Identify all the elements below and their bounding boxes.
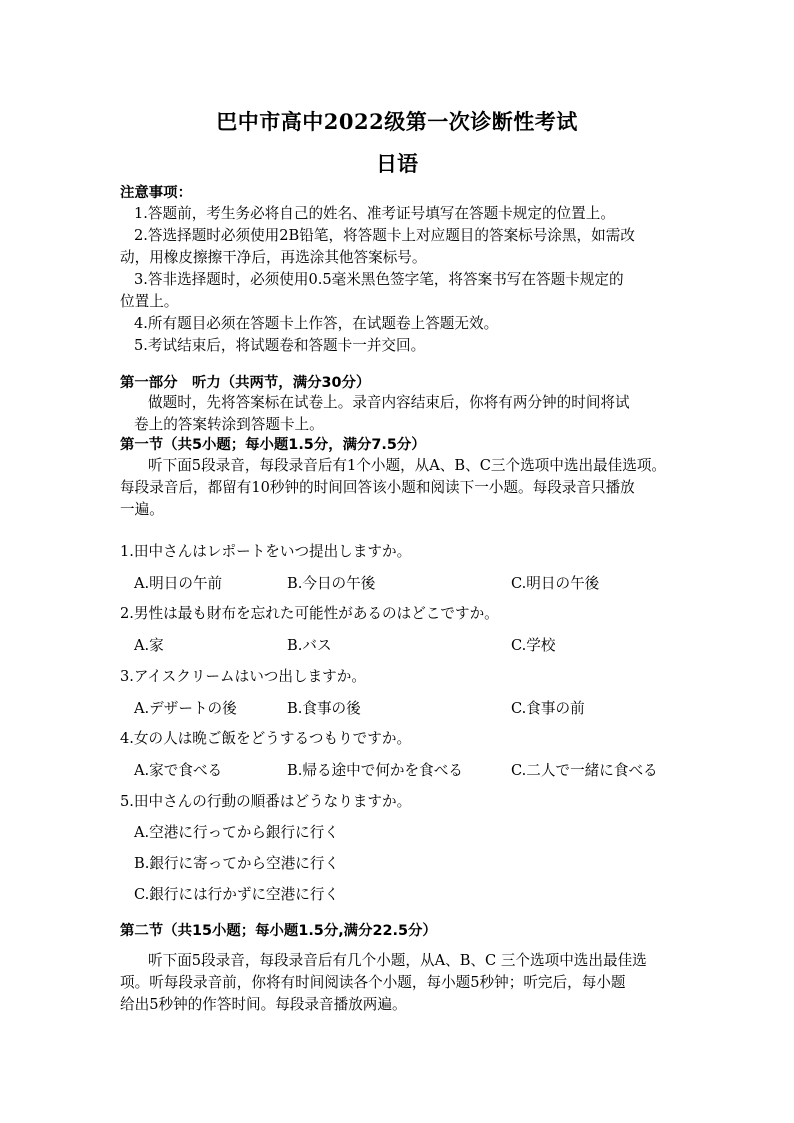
- notice-item-1: 1.答题前，考生务必将自己的姓名、准考证号填写在答题卡规定的位置上。: [134, 205, 615, 222]
- question-5-stem: 5.田中さんの行動の順番はどうなりますか。: [120, 793, 412, 810]
- question-3-option-b: B.食事の後: [287, 700, 361, 717]
- section2-instruction-line-3: 给出5秒钟的作答时间。每段录音播放两遍。: [120, 996, 407, 1013]
- section2-heading: 第二节（共15小题；每小题1.5分,满分22.5分）: [120, 923, 437, 939]
- notice-heading: 注意事项：: [120, 185, 192, 201]
- notice-item-2: 2.答选择题时必须使用2B铅笔，将答题卡上对应题目的答案标号涂黑，如需改: [134, 227, 635, 244]
- question-3-option-c: C.食事の前: [511, 700, 585, 717]
- section1-instruction-line-2: 每段录音后，都留有10秒钟的时间回答该小题和阅读下一小题。每段录音只播放: [120, 479, 635, 496]
- question-4-stem: 4.女の人は晩ご飯をどうするつもりですか。: [120, 730, 412, 747]
- section1-heading: 第一节（共5小题；每小题1.5分，满分7.5分）: [120, 437, 426, 453]
- section2-instruction-line-1: 听下面5段录音，每段录音后有几个小题，从A、B、C 三个选项中选出最佳选: [148, 952, 647, 969]
- question-1-option-b: B.今日の午後: [287, 575, 376, 592]
- exam-subject: 日语: [376, 151, 418, 176]
- section2-instruction-line-2: 项。听每段录音前，你将有时间阅读各个小题，每小题5秒钟；听完后，每小题: [120, 974, 626, 991]
- question-1-stem: 1.田中さんはレポートをいつ提出しますか。: [120, 543, 412, 560]
- notice-item-3-cont: 位置上。: [120, 293, 179, 310]
- question-5-option-a: A.空港に行ってから銀行に行く: [134, 824, 339, 841]
- part1-heading: 第一部分 听力（共两节，满分30分）: [120, 375, 371, 391]
- question-2-stem: 2.男性は最も財布を忘れた可能性があるのはどこですか。: [120, 605, 499, 622]
- question-1-option-a: A.明日の午前: [134, 575, 223, 592]
- question-5-option-b: B.銀行に寄ってから空港に行く: [134, 855, 340, 872]
- notice-item-2-cont: 动，用橡皮擦擦干净后，再选涂其他答案标号。: [120, 249, 427, 266]
- question-4-option-c: C.二人で一緒に食べる: [511, 762, 658, 779]
- section1-instruction-line-3: 一遍。: [120, 501, 164, 518]
- notice-item-4: 4.所有题目必须在答题卡上作答，在试题卷上答题无效。: [134, 315, 499, 332]
- question-4-option-a: A.家で食べる: [134, 762, 223, 779]
- part1-instruction-line-1: 做题时，先将答案标在试卷上。录音内容结束后，你将有两分钟的时间将试: [148, 394, 630, 411]
- notice-item-3: 3.答非选择题时，必须使用0.5毫米黑色签字笔，将答案书写在答题卡规定的: [134, 271, 624, 288]
- question-5-option-c: C.銀行には行かずに空港に行く: [134, 886, 340, 903]
- question-2-option-b: B.バス: [287, 637, 332, 654]
- question-4-option-b: B.帰る途中で何かを食べる: [287, 762, 463, 779]
- part1-instruction-line-2: 卷上的答案转涂到答题卡上。: [134, 416, 324, 433]
- question-1-option-c: C.明日の午後: [511, 575, 600, 592]
- exam-title: 巴中市高中2022级第一次诊断性考试: [216, 109, 578, 134]
- notice-item-5: 5.考试结束后，将试题卷和答题卡一并交回。: [134, 337, 426, 354]
- section1-instruction-line-1: 听下面5段录音，每段录音后有1个小题，从A、B、C三个选项中选出最佳选项。: [148, 457, 667, 474]
- question-3-stem: 3.アイスクリームはいつ出しますか。: [120, 668, 366, 685]
- question-2-option-c: C.学校: [511, 637, 556, 654]
- question-3-option-a: A.デザートの後: [134, 700, 237, 717]
- question-2-option-a: A.家: [134, 637, 164, 654]
